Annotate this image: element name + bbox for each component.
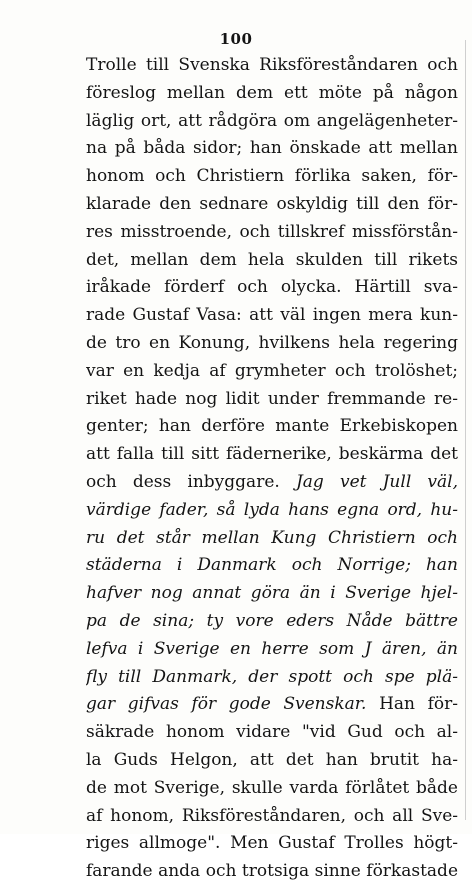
text-line: läglig ort, att rådgöra om angelägenheter- — [86, 110, 458, 131]
text-line: var en kedja af grymheter och trolöshet; — [86, 360, 458, 381]
italic-line: värdige fader, så lyda hans egna ord, hu- — [86, 499, 458, 520]
text-line: föreslog mellan dem ett möte på någon — [86, 82, 458, 103]
text-line: riges allmoge". Men Gustaf Trolles högt- — [86, 833, 458, 854]
text-line: Trolle till Svenska Riksföreståndaren och — [86, 55, 458, 75]
page-edge — [465, 40, 466, 820]
text-line: honom och Christiern förlika saken, för- — [86, 166, 458, 187]
italic-line: pa de sina; ty vore eders Nåde bättre — [86, 610, 458, 631]
page-number: 100 — [219, 30, 253, 48]
text-line: na på båda sidor; han önskade att mellan — [86, 138, 458, 159]
roman-segment: Han för- — [379, 694, 458, 715]
text-line: det, mellan dem hela skulden till rikets — [86, 249, 458, 270]
text-line: af honom, Riksföreståndaren, och all Sve- — [86, 805, 458, 826]
text-line: la Guds Helgon, att det han brutit ha- — [86, 749, 458, 770]
text-line: genter; han derföre mante Erkebiskopen — [86, 416, 458, 437]
italic-line: ru det står mellan Kung Christiern och — [86, 527, 458, 548]
text-line: iråkade förderf och olycka. Härtill sva- — [86, 277, 458, 298]
body-text — [86, 52, 458, 886]
italic-segment: gar gifvas för gode Svenskar. — [86, 694, 367, 715]
italic-segment: Jag vet Jull väl, — [295, 471, 458, 492]
text-line: rade Gustaf Vasa: att väl ingen mera kun- — [86, 305, 458, 326]
text-line: säkrade honom vidare "vid Gud och al- — [86, 722, 458, 743]
text-line: att falla till sitt fädernerike, beskärma det — [86, 444, 458, 465]
italic-line: fly till Danmark, der spott och spe plä- — [86, 666, 458, 687]
text-line-mixed — [86, 469, 458, 497]
text-line: farande anda och trotsiga sinne förkastade — [86, 861, 458, 882]
italic-line: städerna i Danmark och Norrige; han — [86, 555, 458, 576]
text-line: res misstroende, och tillskref missförstån- — [86, 221, 458, 242]
text-line-mixed — [86, 691, 458, 719]
text-line: de tro en Konung, hvilkens hela regering — [86, 332, 458, 353]
italic-line: lefva i Sverige en herre som J ären, än — [86, 638, 458, 659]
text-line: de mot Sverige, skulle varda förlåtet både — [86, 777, 458, 798]
italic-line: hafver nog annat göra än i Sverige hjel- — [86, 583, 458, 604]
text-line: riket hade nog lidit under fremmande re- — [86, 388, 458, 409]
roman-segment: och dess inbyggare. — [86, 471, 280, 492]
text-line: klarade den sednare oskyldig till den för- — [86, 193, 458, 214]
